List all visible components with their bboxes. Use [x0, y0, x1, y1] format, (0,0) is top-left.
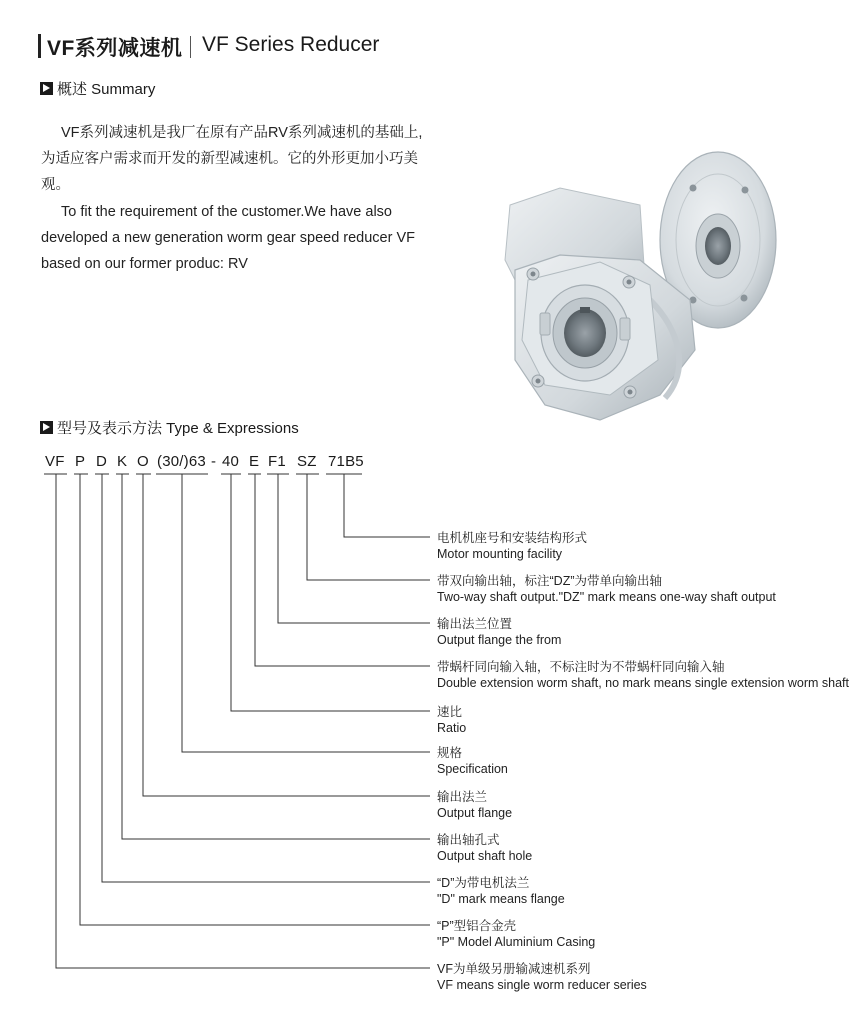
type-heading-text: 型号及表示方法 Type & Expressions — [57, 420, 299, 437]
code-part-o: O — [137, 453, 149, 470]
summary-en-line-3: based on our former produc: RV — [41, 256, 248, 272]
code-part-p: P — [75, 453, 86, 470]
desc-ratio — [437, 704, 466, 736]
desc-series-cn: VF为单级另册输减速机系列 — [437, 962, 591, 976]
code-part-motor: 71B5 — [328, 453, 364, 470]
desc-motor-mounting-en: Motor mounting facility — [437, 547, 563, 561]
desc-series-en: VF means single worm reducer series — [437, 978, 647, 992]
desc-output-flange-cn: 输出法兰 — [437, 790, 488, 804]
desc-worm-shaft — [437, 659, 849, 691]
summary-cn-line-3: 观。 — [41, 177, 70, 193]
desc-flange-position-cn: 输出法兰位置 — [437, 617, 513, 631]
summary-heading-text: 概述 Summary — [57, 81, 156, 98]
desc-shaft-output — [437, 573, 776, 605]
summary-en-line-1: To fit the requirement of the customer.We have also — [61, 204, 392, 220]
desc-output-flange-en: Output flange — [437, 806, 513, 820]
desc-casing — [437, 918, 595, 950]
code-part-dash: - — [211, 453, 217, 470]
desc-flange-position-en: Output flange the from — [437, 633, 562, 647]
page-title-en: VF Series Reducer — [202, 33, 380, 56]
desc-specification-cn: 规格 — [437, 746, 463, 760]
desc-flange-position — [437, 616, 561, 648]
summary-cn-line-2: 为适应客户需求而开发的新型减速机。它的外形更加小巧美 — [41, 151, 418, 167]
desc-specification-en: Specification — [437, 762, 508, 776]
code-part-k: K — [117, 453, 128, 470]
desc-casing-cn: “P”型铝合金壳 — [437, 919, 517, 933]
summary-cn-line-1: VF系列减速机是我厂在原有产品RV系列减速机的基础上, — [61, 125, 423, 141]
code-part-f1: F1 — [268, 453, 286, 470]
desc-worm-shaft-en: Double extension worm shaft, no mark means single extension worm shaft — [437, 676, 849, 690]
desc-ratio-en: Ratio — [437, 721, 467, 735]
desc-motor-mounting-cn: 电机机座号和安装结构形式 — [437, 531, 588, 545]
summary-en-line-2: developed a new generation worm gear speed reducer VF — [41, 230, 416, 246]
desc-worm-shaft-cn: 带蜗杆同向输入轴，不标注时为不带蜗杆同向输入轴 — [437, 660, 725, 674]
code-part-sz: SZ — [297, 453, 317, 470]
desc-shaft-hole-en: Output shaft hole — [437, 849, 533, 863]
desc-shaft-output-cn: 带双向输出轴，标注“DZ”为带单向输出轴 — [437, 574, 662, 588]
desc-motor-flange — [437, 875, 565, 907]
desc-motor-flange-en: "D" mark means flange — [437, 892, 565, 906]
code-part-ratio: 40 — [222, 453, 240, 470]
desc-motor-mounting — [437, 530, 587, 562]
page-title-cn: VF系列减速机 — [47, 37, 183, 60]
desc-motor-flange-cn: “D”为带电机法兰 — [437, 876, 530, 890]
desc-shaft-hole-cn: 输出轴孔式 — [437, 833, 500, 847]
desc-shaft-hole — [437, 832, 532, 864]
desc-series — [437, 961, 647, 993]
code-part-d: D — [96, 453, 108, 470]
code-part-e: E — [249, 453, 260, 470]
desc-casing-en: "P" Model Aluminium Casing — [437, 935, 596, 949]
desc-ratio-cn: 速比 — [437, 705, 463, 719]
desc-output-flange — [437, 789, 512, 821]
desc-specification — [437, 745, 508, 777]
desc-shaft-output-en: Two-way shaft output."DZ" mark means one-way shaft output — [437, 590, 776, 604]
code-part-vf: VF — [45, 453, 65, 470]
code-part-size: (30/)63 — [157, 453, 206, 470]
